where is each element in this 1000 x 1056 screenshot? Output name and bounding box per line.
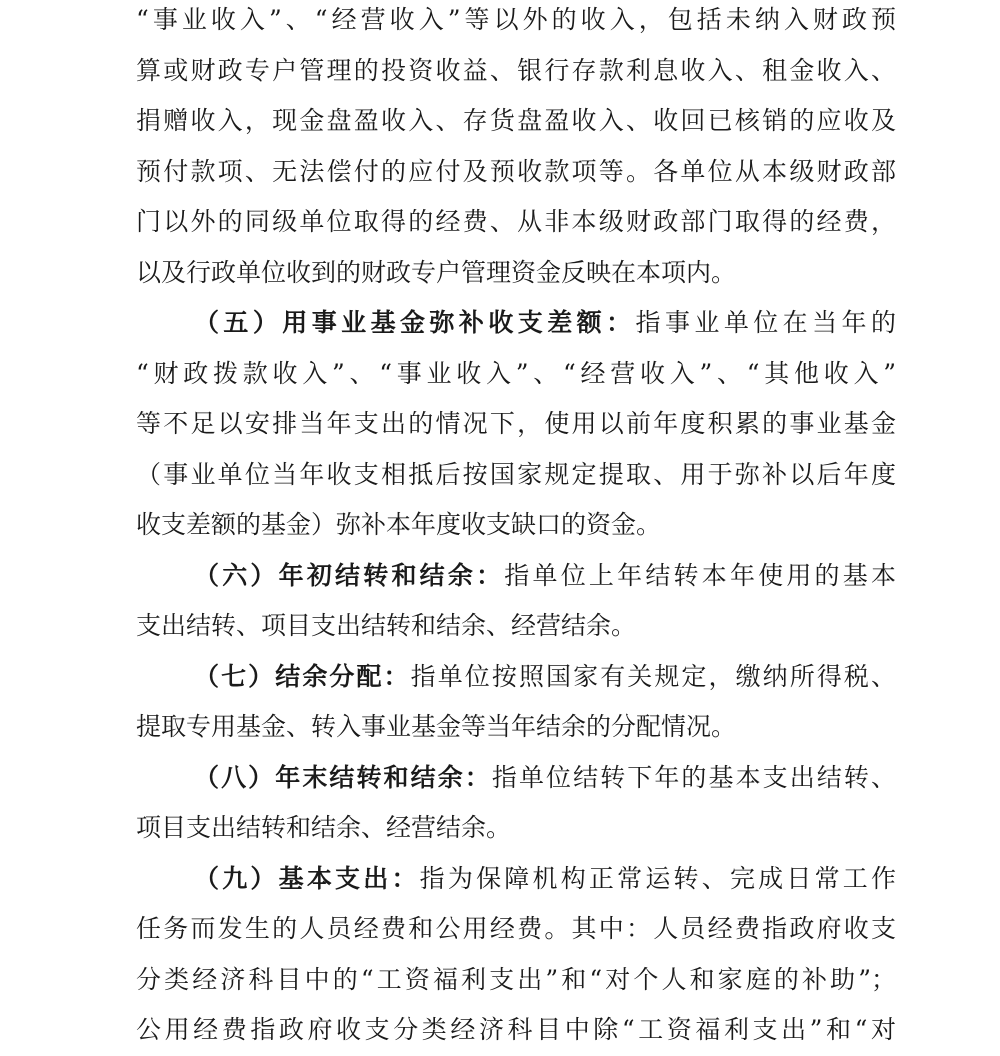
paragraph-line: 支出结转、项目支出结转和结余、经营结余。 [136,611,637,640]
paragraph-line: “事业收入”、“经营收入”等以外的收入，包括未纳入财政预 [136,5,896,34]
paragraph-first-line [136,298,896,349]
paragraph-section-7 [136,652,896,753]
section-heading: （七）结余分配： [194,661,411,691]
paragraph-line: 任务而发生的人员经费和公用经费。其中：人员经费指政府收支 [136,914,896,943]
section-heading: （六）年初结转和结余： [194,560,505,590]
paragraph-line: 公用经费指政府收支分类经济科目中除“工资福利支出”和“对 [136,1015,896,1044]
paragraph-other-income-continued [136,0,896,298]
paragraph-first-line [136,551,896,602]
paragraph-section-8 [136,753,896,854]
paragraph-line: 以及行政单位收到的财政专户管理资金反映在本项内。 [136,257,737,287]
paragraph-line-text: 指为保障机构正常运转、完成日常工作 [419,863,896,893]
paragraph-line: 门以外的同级单位取得的经费、从非本级财政部门取得的经费， [136,207,896,236]
section-heading: （八）年末结转和结余： [194,762,492,792]
paragraph-line-text: 指事业单位在当年的 [635,308,896,337]
paragraph-first-line [136,753,896,804]
paragraph-line: 分类经济科目中的“工资福利支出”和“对个人和家庭的补助”； [136,964,896,994]
paragraph-section-6 [136,551,896,652]
paragraph-line-text: 指单位结转下年的基本支出结转、 [491,762,896,792]
paragraph-line: 收支差额的基金）弥补本年度收支缺口的资金。 [136,510,662,539]
paragraph-line: 等不足以安排当年支出的情况下，使用以前年度积累的事业基金 [136,409,896,438]
paragraph-line: 提取专用基金、转入事业基金等当年结余的分配情况。 [136,712,737,741]
section-heading: （九）基本支出： [194,863,420,893]
paragraph-line-text: 指单位按照国家有关规定，缴纳所得税、 [410,661,896,691]
paragraph-section-5 [136,298,896,551]
paragraph-line: （事业单位当年收支相抵后按国家规定提取、用于弥补以后年度 [136,459,896,489]
paragraph-line: 预付款项、无法偿付的应付及预收款项等。各单位从本级财政部 [136,156,896,186]
paragraph-first-line [136,652,896,703]
paragraph-line: 捐赠收入，现金盘盈收入、存货盘盈收入、收回已核销的应收及 [136,106,896,135]
paragraph-section-9 [136,854,896,1056]
paragraph-line: 算或财政专户管理的投资收益、银行存款利息收入、租金收入、 [136,55,896,85]
paragraph-line: 项目支出结转和结余、经营结余。 [136,813,512,842]
document-body [136,0,896,1056]
paragraph-line-text: 指单位上年结转本年使用的基本 [504,560,896,590]
section-heading: （五）用事业基金弥补收支差额： [194,308,636,337]
paragraph-line: “财政拨款收入”、“事业收入”、“经营收入”、“其他收入” [136,358,896,388]
paragraph-first-line [136,854,896,905]
